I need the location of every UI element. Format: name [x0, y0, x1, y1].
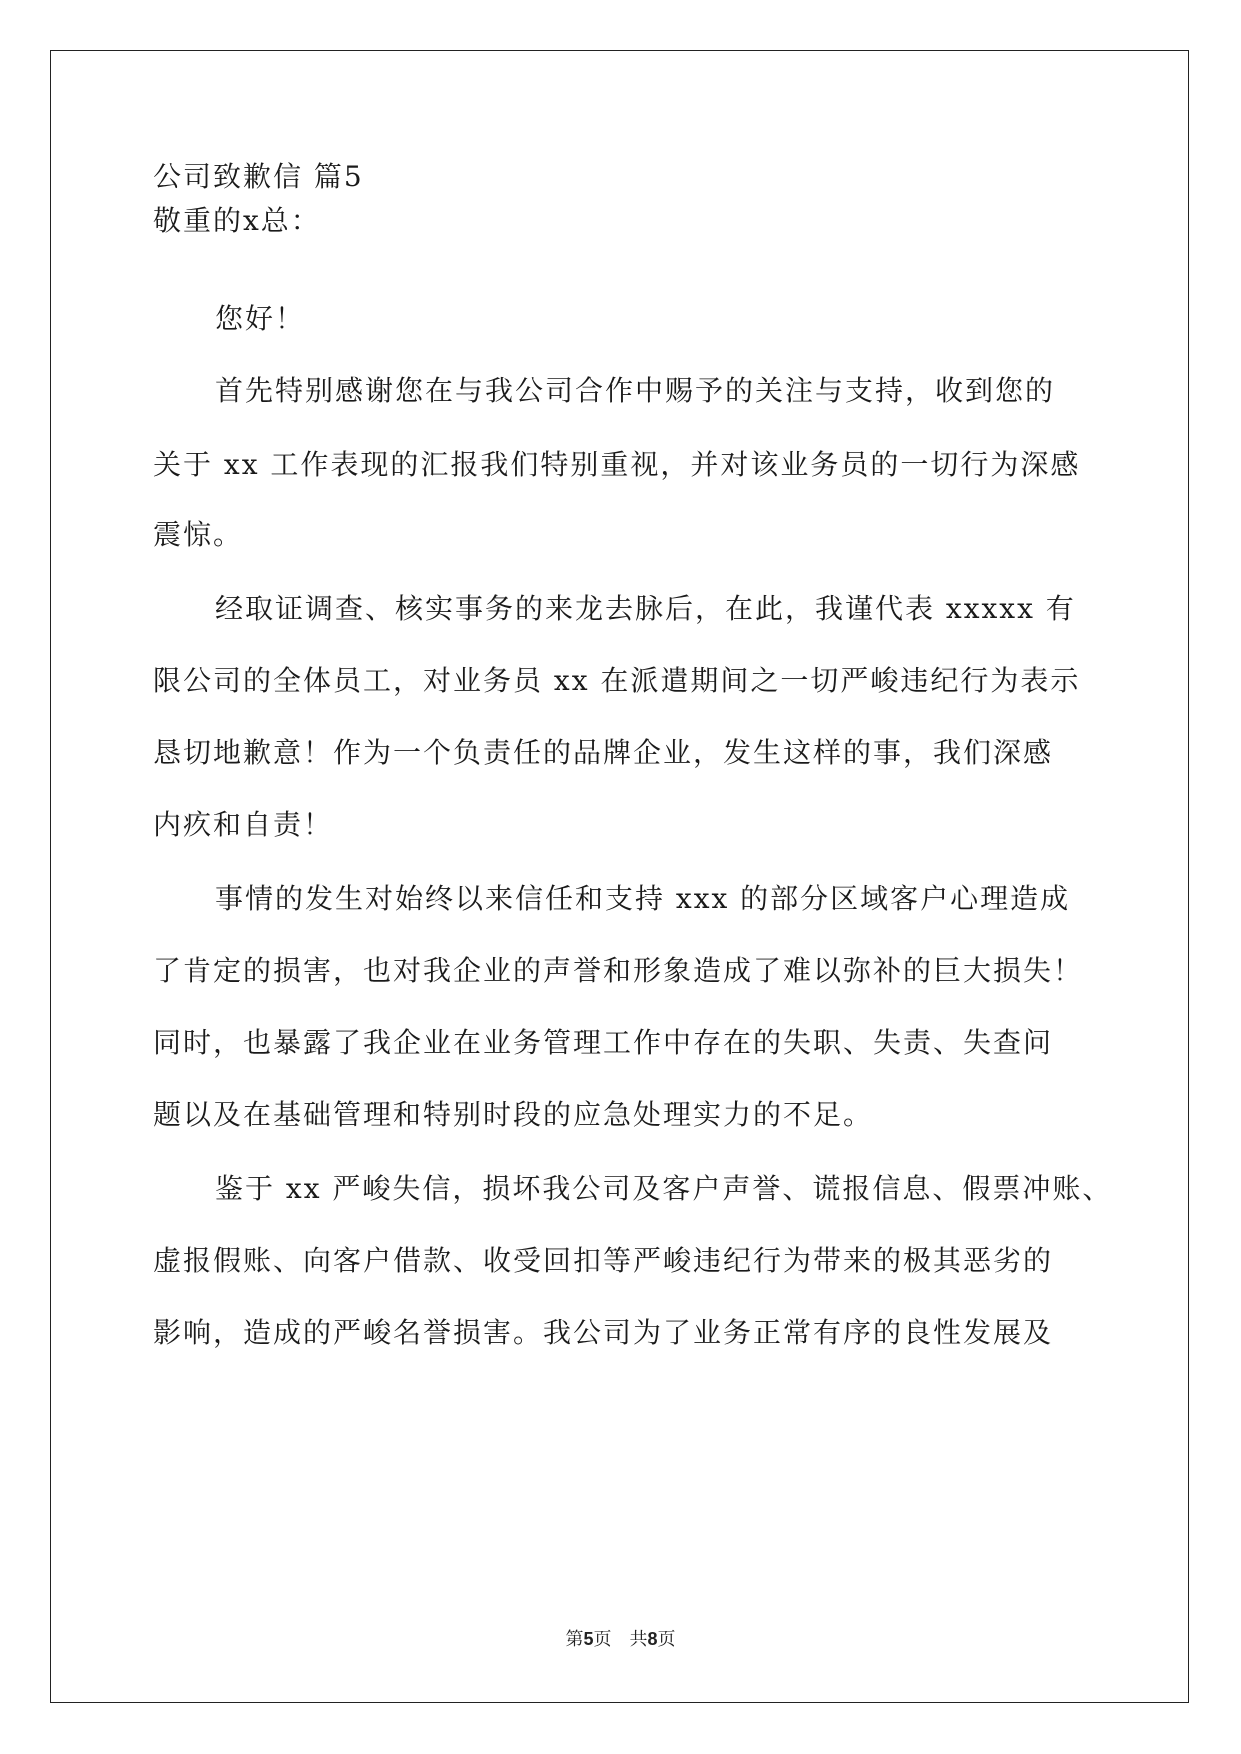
paragraph-line: 了肯定的损害，也对我企业的声誉和形象造成了难以弥补的巨大损失！	[153, 954, 1084, 987]
footer-middle: 页 共	[593, 1629, 648, 1650]
paragraph-line: 虚报假账、向客户借款、收受回扣等严峻违纪行为带来的极其恶劣的	[153, 1244, 1054, 1277]
paragraph-line: 内疚和自责！	[153, 808, 334, 841]
paragraph-line: 经取证调查、核实事务的来龙去脉后，在此，我谨代表 xxxxx 有	[215, 592, 1076, 625]
letter-heading: 公司致歉信 篇5	[153, 160, 364, 193]
footer-prefix: 第	[565, 1629, 584, 1650]
paragraph-line: 同时，也暴露了我企业在业务管理工作中存在的失职、失责、失查问	[153, 1026, 1054, 1059]
paragraph-line: 事情的发生对始终以来信任和支持 xxx 的部分区域客户心理造成	[215, 882, 1071, 915]
footer-total-pages: 8	[647, 1629, 658, 1649]
paragraph-line: 影响，造成的严峻名誉损害。我公司为了业务正常有序的良性发展及	[153, 1316, 1054, 1349]
paragraph-line: 题以及在基础管理和特别时段的应急处理实力的不足。	[153, 1098, 874, 1131]
paragraph-line: 鉴于 xx 严峻失信，损坏我公司及客户声誉、谎报信息、假票冲账、	[215, 1172, 1113, 1205]
footer-page-number: 5	[583, 1629, 594, 1649]
paragraph-line: 限公司的全体员工，对业务员 xx 在派遣期间之一切严峻违纪行为表示	[153, 664, 1081, 697]
letter-salutation: 敬重的x总：	[153, 204, 321, 237]
page-border	[50, 50, 1189, 1703]
page-footer	[0, 1625, 1241, 1651]
greeting-line: 您好！	[215, 302, 306, 335]
paragraph-line: 恳切地歉意！作为一个负责任的品牌企业，发生这样的事，我们深感	[153, 736, 1054, 769]
paragraph-line: 震惊。	[153, 518, 244, 551]
footer-suffix: 页	[657, 1629, 676, 1650]
paragraph-line: 关于 xx 工作表现的汇报我们特别重视，并对该业务员的一切行为深感	[153, 448, 1081, 481]
paragraph-line: 首先特别感谢您在与我公司合作中赐予的关注与支持，收到您的	[215, 374, 1056, 407]
